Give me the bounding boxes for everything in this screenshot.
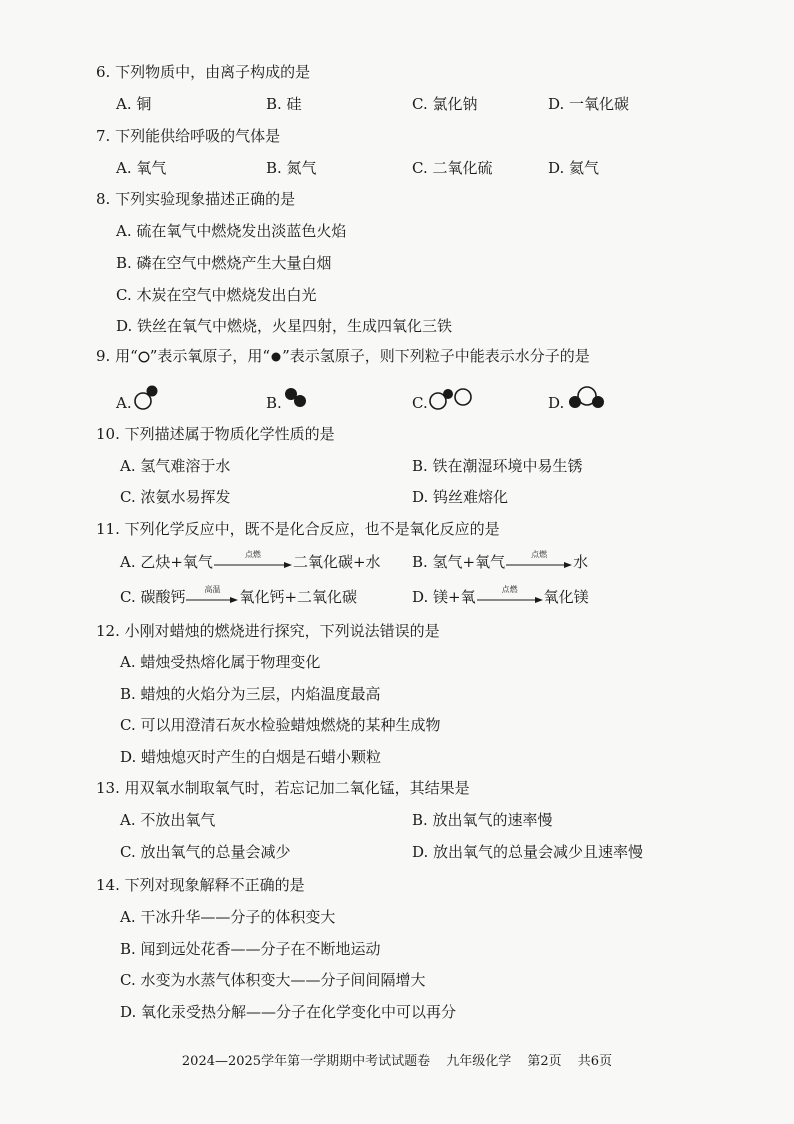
q9-stem-part-2: ”表示氧原子，用“ (149, 347, 271, 365)
q11-option-a (120, 552, 381, 573)
q9-option-d: D. (548, 394, 565, 412)
molecule-b-icon (282, 385, 312, 411)
q8-option-b: B. 磷在空气中燃烧产生大量白烟 (116, 254, 332, 272)
q6-option-d: D. 一氧化碳 (548, 95, 630, 113)
oxygen-atom-symbol-icon (138, 348, 150, 368)
reaction-arrow-icon (477, 585, 543, 608)
q10-option-d: D. 钨丝难熔化 (412, 488, 509, 506)
question-10-stem: 10. 下列描述属于物质化学性质的是 (96, 425, 335, 443)
q11-a-reactants: A. 乙炔+氧气 (120, 553, 213, 571)
q11-option-d (412, 587, 589, 608)
q11-option-c (120, 587, 357, 608)
q10-option-c: C. 浓氨水易挥发 (120, 488, 231, 506)
q11-d-condition: 点燃 (501, 585, 518, 594)
question-13-stem: 13. 用双氧水制取氧气时，若忘记加二氧化锰，其结果是 (96, 779, 470, 797)
q10-option-b: B. 铁在潮湿环境中易生锈 (412, 457, 583, 475)
footer-total-pages: 共6页 (577, 1054, 613, 1069)
q7-option-d: D. 氦气 (548, 159, 600, 177)
q9-option-c: C. (412, 394, 428, 412)
q11-d-products: 氧化镁 (543, 588, 589, 606)
q14-option-a: A. 干冰升华——分子的体积变大 (120, 908, 336, 926)
q13-option-b: B. 放出氧气的速率慢 (412, 811, 553, 829)
q8-option-c: C. 木炭在空气中燃烧发出白光 (116, 286, 317, 304)
q9-option-b: B. (266, 394, 282, 412)
q12-option-a: A. 蜡烛受热熔化属于物理变化 (120, 653, 321, 671)
q14-option-d: D. 氧化汞受热分解——分子在化学变化中可以再分 (120, 1003, 457, 1021)
question-12-stem: 12. 小刚对蜡烛的燃烧进行探究，下列说法错误的是 (96, 622, 440, 640)
q10-option-a: A. 氢气难溶于水 (120, 457, 231, 475)
footer-page-number: 第2页 (527, 1054, 562, 1069)
q11-b-condition: 点燃 (531, 550, 548, 559)
reaction-arrow-icon (186, 585, 238, 608)
page-footer (0, 1053, 794, 1071)
q13-option-c: C. 放出氧气的总量会减少 (120, 843, 291, 861)
q12-option-b: B. 蜡烛的火焰分为三层，内焰温度最高 (120, 685, 381, 703)
q14-option-b: B. 闻到远处花香——分子在不断地运动 (120, 940, 381, 958)
q12-option-d: D. 蜡烛熄灭时产生的白烟是石蜡小颗粒 (120, 748, 382, 766)
q11-d-reactants: D. 镁+氧 (412, 588, 476, 606)
footer-exam-title: 2024—2025学年第一学期期中考试试题卷 (181, 1054, 431, 1069)
question-8-stem: 8. 下列实验现象描述正确的是 (96, 190, 296, 208)
question-9-stem (96, 346, 590, 368)
molecule-c-icon (427, 383, 477, 413)
q7-option-b: B. 氮气 (266, 159, 317, 177)
question-11-stem: 11. 下列化学反应中，既不是化合反应，也不是氧化反应的是 (96, 520, 500, 538)
q11-a-condition: 点燃 (244, 550, 261, 559)
q14-option-c: C. 水变为水蒸气体积变大——分子间间隔增大 (120, 971, 426, 989)
hydrogen-atom-symbol-icon (270, 348, 282, 368)
q6-option-a: A. 铜 (116, 95, 152, 113)
reaction-arrow-icon (214, 550, 292, 573)
q11-a-products: 二氧化碳+水 (292, 553, 381, 571)
q6-option-c: C. 氯化钠 (412, 95, 478, 113)
question-6-stem: 6. 下列物质中，由离子构成的是 (96, 63, 311, 81)
q11-c-condition: 高温 (204, 585, 221, 594)
footer-subject: 九年级化学 (446, 1054, 512, 1069)
q11-option-b (412, 552, 588, 573)
q8-option-a: A. 硫在氧气中燃烧发出淡蓝色火焰 (116, 222, 347, 240)
q9-stem-part-1: 9. 用“ (96, 347, 138, 365)
q11-c-reactants: C. 碳酸钙 (120, 588, 186, 606)
q12-option-c: C. 可以用澄清石灰水检验蜡烛燃烧的某种生成物 (120, 716, 441, 734)
molecule-a-icon (131, 382, 161, 412)
q13-option-d: D. 放出氧气的总量会减少且速率慢 (412, 843, 644, 861)
question-14-stem: 14. 下列对现象解释不正确的是 (96, 876, 305, 894)
q7-option-c: C. 二氧化硫 (412, 159, 493, 177)
q11-b-products: 水 (573, 553, 589, 571)
reaction-arrow-icon (506, 550, 572, 573)
q9-option-a: A. (116, 394, 132, 412)
q7-option-a: A. 氧气 (116, 159, 167, 177)
question-7-stem: 7. 下列能供给呼吸的气体是 (96, 127, 281, 145)
q9-stem-part-3: ”表示氢原子，则下列粒子中能表示水分子的是 (282, 347, 590, 365)
q13-option-a: A. 不放出氧气 (120, 811, 216, 829)
q6-option-b: B. 硅 (266, 95, 302, 113)
q11-b-reactants: B. 氢气+氧气 (412, 553, 506, 571)
molecule-d-icon (565, 383, 609, 413)
q8-option-d: D. 铁丝在氧气中燃烧，火星四射，生成四氧化三铁 (116, 317, 453, 335)
q11-c-products: 氧化钙+二氧化碳 (239, 588, 358, 606)
